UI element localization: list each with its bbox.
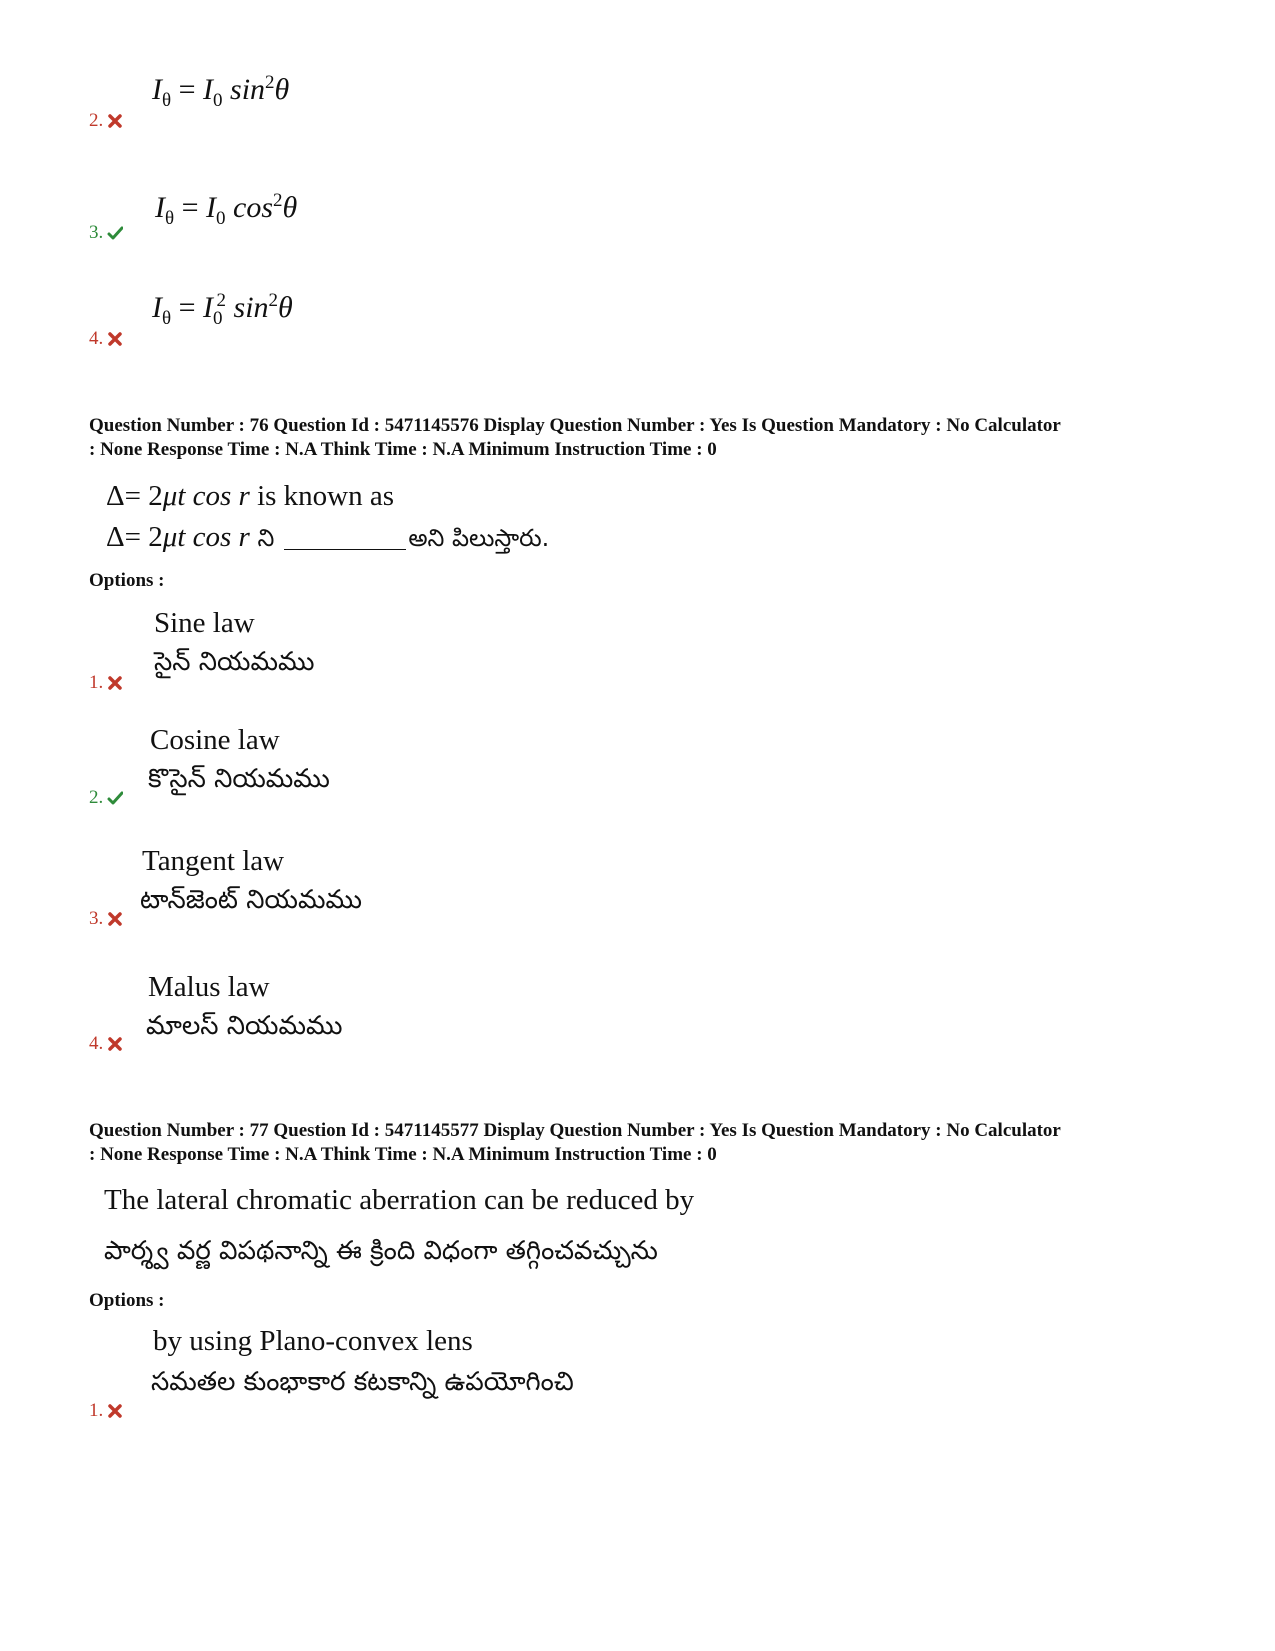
formula-option-4: $I_\theta = I_0^2$ $\sin^2\theta$ — [152, 290, 293, 329]
options-label: Options : — [89, 1290, 165, 1311]
question-header: Question Number : 77 Question Id : 5471145577 Display Question Number : Yes Is Question Mandatory : No Calculator : None Response Time : N.A Think Time : N.A Minimum Instruction Time : 0 — [89, 1120, 1061, 1165]
formula-option-2: $I_\theta = I_0$ $\sin^2\theta$ — [152, 72, 290, 111]
cross-icon — [107, 1036, 123, 1052]
cross-icon — [107, 113, 123, 129]
answer-blank — [284, 549, 406, 550]
option-marker: 3. — [89, 222, 123, 244]
option-text-te: సమతల కుంభాకార కటకాన్ని ఉపయోగించి — [151, 1367, 574, 1397]
option-marker: 3. — [89, 908, 123, 930]
options-label: Options : — [89, 570, 165, 591]
option-text-en: Malus law — [148, 971, 270, 1003]
option-text-te: సైన్ నియమము — [154, 647, 315, 677]
question-header: Question Number : 76 Question Id : 5471145576 Display Question Number : Yes Is Question Mandatory : No Calculator : None Response Time : N.A Think Time : N.A Minimum Instruction Time : 0 — [89, 415, 1061, 460]
question-stem-en: Δ= 2μt cos r is known as — [106, 480, 395, 512]
option-marker: 2. — [89, 110, 123, 132]
check-icon — [107, 790, 123, 806]
cross-icon — [107, 1403, 123, 1419]
option-text-en: by using Plano-convex lens — [153, 1325, 473, 1357]
option-text-en: Tangent law — [142, 845, 285, 877]
option-text-te: కొసైన్ నియమము — [148, 764, 330, 794]
option-marker: 1. — [89, 672, 123, 694]
option-marker: 4. — [89, 328, 123, 350]
question-stem-en: The lateral chromatic aberration can be reduced by — [104, 1184, 695, 1216]
cross-icon — [107, 911, 123, 927]
formula-option-3: $I_\theta = I_0$ $\cos^2\theta$ — [155, 190, 298, 229]
question-stem-te: Δ= 2μt cos r ని అని పిలుస్తారు. — [106, 521, 550, 553]
option-marker: 2. — [89, 787, 123, 809]
option-text-te: మాలస్ నియమము — [146, 1011, 343, 1041]
cross-icon — [107, 675, 123, 691]
option-text-en: Sine law — [154, 607, 255, 639]
option-text-te: టాన్‌జెంట్ నియమము — [140, 885, 362, 915]
check-icon — [107, 225, 123, 241]
option-marker: 4. — [89, 1033, 123, 1055]
option-marker: 1. — [89, 1400, 123, 1422]
question-stem-te: పార్శ్వ వర్ణ విపథనాన్ని ఈ క్రింది విధంగా తగ్గించవచ్చును — [104, 1236, 658, 1266]
cross-icon — [107, 331, 123, 347]
option-text-en: Cosine law — [150, 724, 280, 756]
